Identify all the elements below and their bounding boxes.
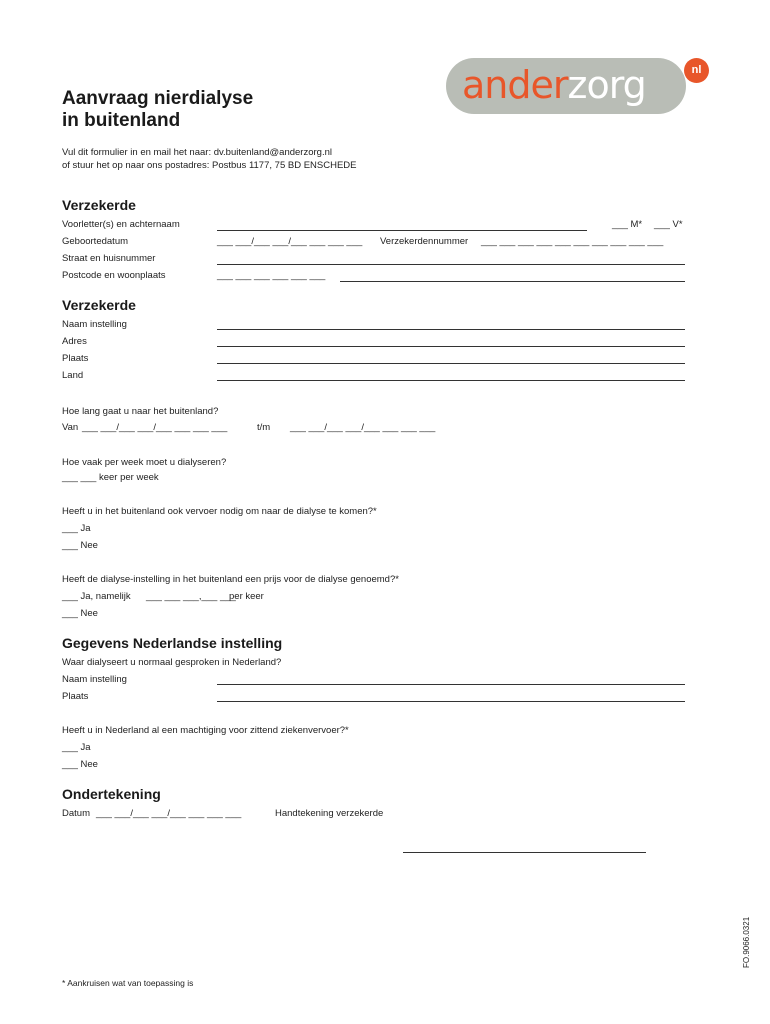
policy-number-label: Verzekerdennummer (380, 236, 469, 247)
from-date-field[interactable]: ___ ___/___ ___/___ ___ ___ ___ (82, 422, 228, 433)
address-label: Adres (62, 336, 87, 347)
postcode-field[interactable]: ___ ___ ___ ___ ___ ___ (217, 270, 326, 281)
section-heading-dutch-institution: Gegevens Nederlandse instelling (62, 635, 283, 651)
address-field[interactable] (217, 346, 685, 347)
place-label: Plaats (62, 353, 89, 364)
section-heading-insured-2: Verzekerde (62, 297, 136, 313)
signature-field[interactable] (403, 852, 646, 853)
price-no-option[interactable]: ___ Nee (62, 608, 98, 619)
policy-number-field[interactable]: ___ ___ ___ ___ ___ ___ ___ ___ ___ ___ (481, 236, 664, 247)
title-line-2: in buitenland (62, 110, 181, 131)
page-title (62, 88, 253, 132)
dutch-place-field[interactable] (217, 701, 685, 702)
logo-badge: nl (684, 58, 709, 83)
gender-v-option[interactable]: ___ V* (654, 219, 683, 230)
date-label: Datum (62, 808, 90, 819)
authorization-no-option[interactable]: ___ Nee (62, 759, 98, 770)
place-field[interactable] (217, 363, 685, 364)
street-label: Straat en huisnummer (62, 253, 156, 264)
name-field[interactable] (217, 230, 587, 231)
date-field[interactable]: ___ ___/___ ___/___ ___ ___ ___ (96, 808, 242, 819)
authorization-yes-option[interactable]: ___ Ja (62, 742, 91, 753)
price-question: Heeft de dialyse-instelling in het buitenland een prijs voor de dialyse genoemd?* (62, 574, 399, 585)
frequency-question: Hoe vaak per week moet u dialyseren? (62, 457, 227, 468)
price-suffix: per keer (229, 591, 264, 602)
frequency-field[interactable]: ___ ___ keer per week (62, 472, 159, 483)
country-label: Land (62, 370, 84, 381)
birthdate-label: Geboortedatum (62, 236, 129, 247)
city-field[interactable] (340, 281, 685, 282)
company-logo (446, 58, 686, 114)
logo-part-zorg: zorg (567, 63, 646, 107)
authorization-question: Heeft u in Nederland al een machtiging voor zittend ziekenvervoer?* (62, 725, 349, 736)
price-amount-field[interactable]: ___ ___ ___,___ ___ (146, 591, 236, 602)
intro-line-2: of stuur het op naar ons postadres: Postbus 1177, 75 BD ENSCHEDE (62, 160, 357, 171)
from-label: Van (62, 422, 79, 433)
gender-m-option[interactable]: ___ M* (612, 219, 643, 230)
dutch-institution-field[interactable] (217, 684, 685, 685)
section-heading-signature: Ondertekening (62, 786, 161, 802)
transport-yes-option[interactable]: ___ Ja (62, 523, 91, 534)
to-label: t/m (257, 422, 271, 433)
duration-question: Hoe lang gaat u naar het buitenland? (62, 406, 219, 417)
transport-no-option[interactable]: ___ Nee (62, 540, 98, 551)
name-label: Voorletter(s) en achternaam (62, 219, 180, 230)
form-code: FO.9066.0321 (742, 916, 751, 968)
footnote: * Aankruisen wat van toepassing is (62, 978, 194, 988)
intro-line-1: Vul dit formulier in en mail het naar: dv.buitenland@anderzorg.nl (62, 147, 332, 158)
logo-part-ander: ander (462, 63, 568, 107)
institution-label: Naam instelling (62, 319, 127, 330)
signature-label: Handtekening verzekerde (275, 808, 384, 819)
to-date-field[interactable]: ___ ___/___ ___/___ ___ ___ ___ (290, 422, 436, 433)
title-line-1: Aanvraag nierdialyse (62, 88, 254, 109)
country-field[interactable] (217, 380, 685, 381)
transport-question: Heeft u in het buitenland ook vervoer nodig om naar de dialyse te komen?* (62, 506, 377, 517)
price-yes-option[interactable]: ___ Ja, namelijk (62, 591, 131, 602)
dutch-institution-label: Naam instelling (62, 674, 127, 685)
postcode-label: Postcode en woonplaats (62, 270, 166, 281)
institution-field[interactable] (217, 329, 685, 330)
logo-wordmark (462, 62, 646, 108)
section-heading-insured: Verzekerde (62, 197, 136, 213)
birthdate-field[interactable]: ___ ___/___ ___/___ ___ ___ ___ (217, 236, 363, 247)
dutch-institution-question: Waar dialyseert u normaal gesproken in Nederland? (62, 657, 282, 668)
street-field[interactable] (217, 264, 685, 265)
dutch-place-label: Plaats (62, 691, 89, 702)
